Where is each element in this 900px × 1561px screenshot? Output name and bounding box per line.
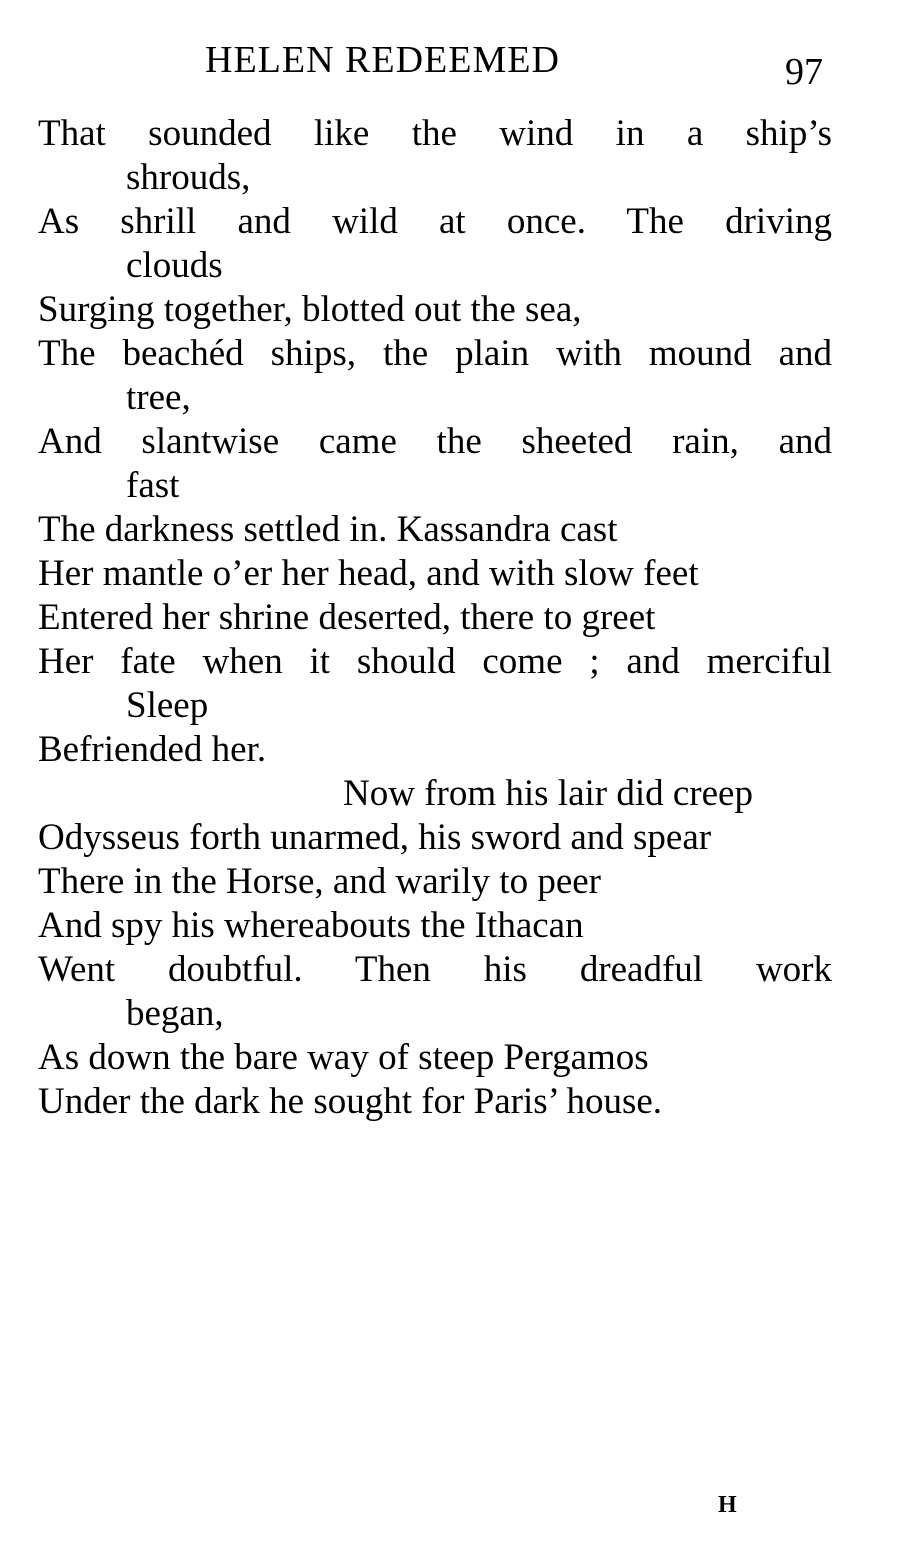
running-title: HELEN REDEEMED bbox=[205, 39, 560, 81]
poem-line: Her fate when it should come ; and merciful bbox=[38, 641, 832, 682]
poem-line-indented: Now from his lair did creep bbox=[343, 773, 753, 814]
poem-line: And slantwise came the sheeted rain, and bbox=[38, 421, 832, 462]
printer-signature-mark: H bbox=[718, 1492, 737, 1518]
poem-line: Entered her shrine deserted, there to greet bbox=[38, 597, 656, 638]
running-head bbox=[0, 38, 900, 93]
poem-line: Befriended her. bbox=[38, 729, 267, 770]
poem-line: As down the bare way of steep Pergamos bbox=[38, 1037, 649, 1078]
poem-line: Under the dark he sought for Paris’ house. bbox=[38, 1081, 663, 1122]
poem-line-continuation: tree, bbox=[126, 377, 191, 418]
poem-line-continuation: began, bbox=[126, 993, 224, 1034]
poem-line-continuation: clouds bbox=[126, 245, 223, 286]
poem-line-continuation: shrouds, bbox=[126, 157, 251, 198]
poem-line: Went doubtful. Then his dreadful work bbox=[38, 949, 832, 990]
poem-line: Her mantle o’er her head, and with slow feet bbox=[38, 553, 699, 594]
page-number: 97 bbox=[785, 51, 823, 93]
poem-line-continuation: Sleep bbox=[126, 685, 209, 726]
poem-line: Surging together, blotted out the sea, bbox=[38, 289, 582, 330]
poem-line: The darkness settled in. Kassandra cast bbox=[38, 509, 618, 550]
poem-line: Odysseus forth unarmed, his sword and spear bbox=[38, 817, 712, 858]
poem-line: And spy his whereabouts the Ithacan bbox=[38, 905, 584, 946]
poem-line: As shrill and wild at once. The driving bbox=[38, 201, 832, 242]
poem-line-continuation: fast bbox=[126, 465, 180, 506]
poem-line: That sounded like the wind in a ship’s bbox=[38, 113, 832, 154]
poem-line: The beachéd ships, the plain with mound and bbox=[38, 333, 832, 374]
poem-text bbox=[38, 112, 832, 1124]
poem-line: There in the Horse, and warily to peer bbox=[38, 861, 602, 902]
